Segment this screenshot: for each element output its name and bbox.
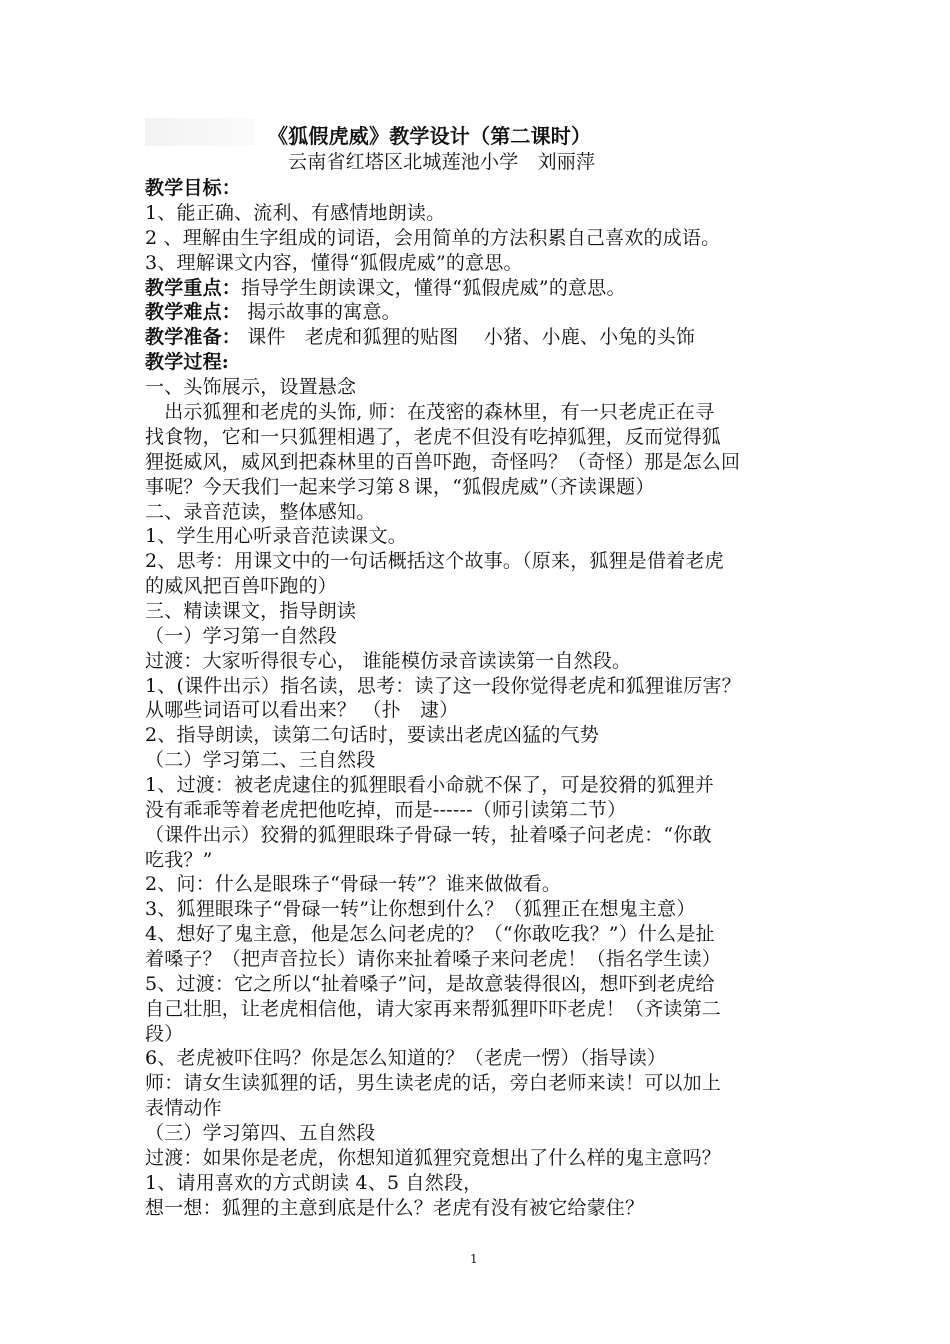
- doc-title: 《狐假虎威》教学设计（第二课时）: [268, 124, 592, 148]
- body-line: 2、指导朗读，读第二句话时，要读出老虎凶猛的气势: [145, 724, 599, 746]
- focus-label: 教学重点：: [145, 277, 242, 299]
- body-line: 表情动作: [145, 1097, 222, 1119]
- goals-heading: 教学目标：: [145, 177, 242, 199]
- body-line: 1、请用喜欢的方式朗读 4、5 自然段，: [145, 1172, 483, 1194]
- body-line: （三）学习第四、五自然段: [145, 1122, 376, 1144]
- scan-smudge: [145, 118, 255, 146]
- body-line: 段）: [145, 1023, 184, 1045]
- body-line: 师：请女生读狐狸的话，男生读老虎的话，旁白老师来读！可以加上: [145, 1072, 722, 1094]
- body-line: 想一想：狐狸的主意到底是什么？老虎有没有被它给蒙住？: [145, 1197, 645, 1219]
- focus-text: 指导学生朗读课文，懂得“狐假虎威”的意思。: [241, 277, 626, 299]
- body-line: 三、精读课文，指导朗读: [145, 600, 357, 622]
- body-line: 2、问：什么是眼珠子“骨碌一转”？谁来做做看。: [145, 873, 562, 895]
- body-line: 出示狐狸和老虎的头饰, 师：在茂密的森林里，有一只老虎正在寻: [145, 401, 715, 423]
- goal-item: 1、能正确、流利、有感情地朗读。: [145, 202, 446, 224]
- difficulty-label: 教学难点：: [145, 301, 242, 323]
- difficulty-line: [145, 300, 401, 324]
- goal-item: 2 、理解由生字组成的词语，会用简单的方法积累自己喜欢的成语。: [145, 227, 721, 249]
- body-line: 自己壮胆，让老虎相信他，请大家再来帮狐狸吓吓老虎！（齐读第二: [145, 998, 722, 1020]
- prep-line: [145, 325, 695, 349]
- body-line: （课件出示）狡猾的狐狸眼珠子骨碌一转，扯着嗓子问老虎：“你敢: [145, 824, 712, 846]
- page-number: 1: [470, 1252, 478, 1266]
- body-line: 6、老虎被吓住吗？你是怎么知道的？（老虎一愣）（指导读）: [145, 1047, 667, 1069]
- goal-item: 3、理解课文内容，懂得“狐假虎威”的意思。: [145, 252, 523, 274]
- body-line: 事呢？今天我们一起来学习第８课，“狐假虎威”（齐读课题）: [145, 476, 655, 498]
- body-line: 3、狐狸眼珠子“骨碌一转”让你想到什么？（狐狸正在想鬼主意）: [145, 898, 696, 920]
- prep-label: 教学准备：: [145, 326, 242, 348]
- body-line: 1、过渡：被老虎逮住的狐狸眼看小命就不保了，可是狡猾的狐狸并: [145, 774, 715, 796]
- prep-text: 课件 老虎和狐狸的贴图 小猪、小鹿、小兔的头饰: [241, 326, 696, 348]
- body-line: 二、录音范读，整体感知。: [145, 501, 376, 523]
- body-line: 一、头饰展示，设置悬念: [145, 376, 357, 398]
- body-line: 着嗓子？（把声音拉长）请你来扯着嗓子来问老虎！（指名学生读）: [145, 948, 722, 970]
- body-line: 1、学生用心听录音范读课文。: [145, 525, 407, 547]
- body-line: 1、(课件出示）指名读，思考：读了这一段你觉得老虎和狐狸谁厉害？: [145, 675, 741, 697]
- body-line: 过渡：大家听得很专心， 谁能模仿录音读读第一自然段。: [145, 650, 632, 672]
- process-heading: 教学过程:: [145, 351, 230, 373]
- focus-line: [145, 276, 626, 300]
- difficulty-text: 揭示故事的寓意。: [241, 301, 401, 323]
- body-line: 从哪些词语可以看出来？ （扑 逮）: [145, 699, 459, 721]
- body-line: 4、想好了鬼主意，他是怎么问老虎的？（“你敢吃我？”）什么是扯: [145, 923, 715, 945]
- body-line: 的威风把百兽吓跑的）: [145, 575, 338, 597]
- body-line: 5、过渡：它之所以“扯着嗓子”问，是故意装得很凶，想吓到老虎给: [145, 973, 715, 995]
- body-line: 2、思考：用课文中的一句话概括这个故事。（原来，狐狸是借着老虎: [145, 550, 724, 572]
- body-line: 吃我？”: [145, 849, 213, 871]
- doc-author: 云南省红塔区北城莲池小学 刘丽萍: [288, 151, 596, 173]
- body-line: （二）学习第二、三自然段: [145, 749, 376, 771]
- body-line: 找食物，它和一只狐狸相遇了，老虎不但没有吃掉狐狸，反而觉得狐: [145, 426, 722, 448]
- body-line: （一）学习第一自然段: [145, 625, 338, 647]
- body-line: 狸挺威风，威风到把森林里的百兽吓跑，奇怪吗？（奇怪）那是怎么回: [145, 451, 741, 473]
- body-line: 过渡：如果你是老虎，你想知道狐狸究竟想出了什么样的鬼主意吗？: [145, 1147, 722, 1169]
- body-line: 没有乖乖等着老虎把他吃掉，而是------（师引读第二节）: [145, 799, 627, 821]
